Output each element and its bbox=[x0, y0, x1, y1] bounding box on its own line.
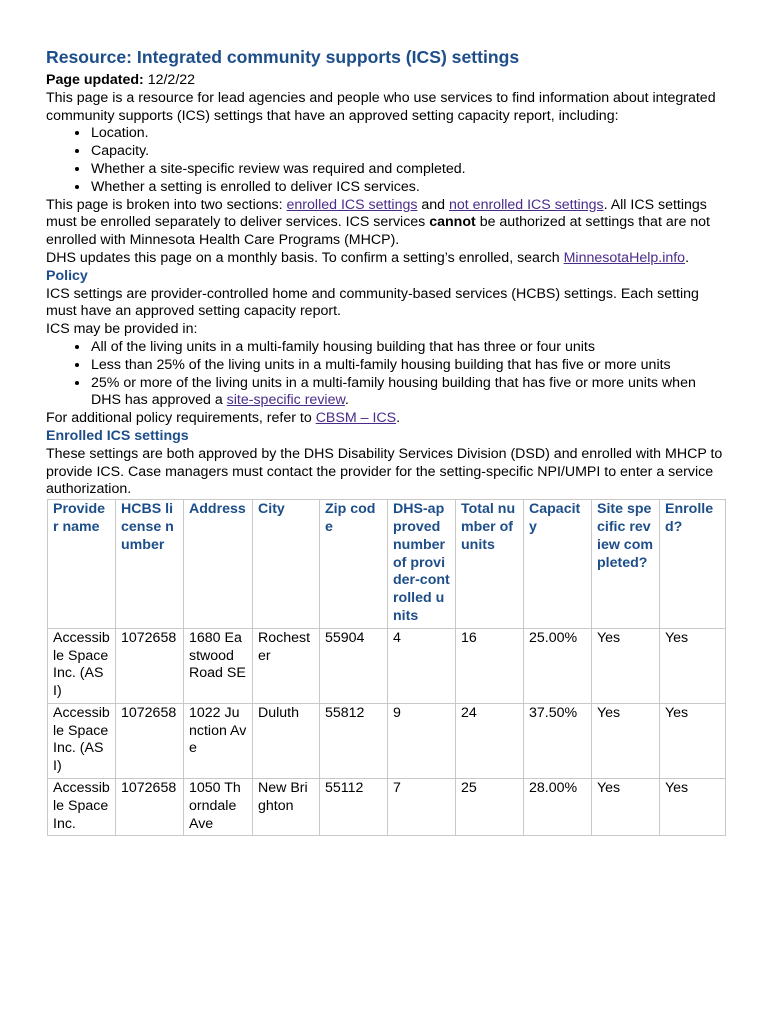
column-header: Address bbox=[184, 500, 253, 629]
column-header: Total number of units bbox=[456, 500, 524, 629]
list-item: • Location. bbox=[90, 125, 726, 143]
table-cell: 25 bbox=[456, 779, 524, 836]
table-row bbox=[48, 779, 726, 836]
table-cell: 1072658 bbox=[116, 703, 184, 778]
column-header: City bbox=[253, 500, 320, 629]
not-enrolled-settings-link[interactable]: not enrolled ICS settings bbox=[449, 196, 604, 213]
intro-paragraph: This page is a resource for lead agencies and people who use services to find information about integrated community supports (ICS) settings that have an approved setting capacity report, including: bbox=[46, 89, 716, 124]
table-cell: 55812 bbox=[320, 703, 388, 778]
table-cell: Yes bbox=[592, 628, 660, 703]
emphasis: cannot bbox=[429, 214, 476, 231]
column-header: Capacity bbox=[524, 500, 592, 629]
table-cell: Accessible Space Inc. bbox=[48, 779, 116, 836]
table-cell: 24 bbox=[456, 703, 524, 778]
enrolled-settings-link[interactable]: enrolled ICS settings bbox=[286, 196, 418, 213]
table-cell: Rochester bbox=[253, 628, 320, 703]
table-cell: 16 bbox=[456, 628, 524, 703]
table-cell: 55904 bbox=[320, 628, 388, 703]
column-header: Enrolled? bbox=[660, 500, 726, 629]
table-row bbox=[48, 703, 726, 778]
policy-list bbox=[46, 339, 726, 410]
updates-paragraph bbox=[46, 250, 726, 268]
column-header: Provider name bbox=[48, 500, 116, 629]
text: DHS updates this page on a monthly basis. To confirm a setting’s enrolled, search bbox=[46, 249, 564, 266]
text: and bbox=[417, 196, 450, 213]
enrolled-heading: Enrolled ICS settings bbox=[46, 427, 189, 444]
table-cell: Accessible Space Inc. (ASI) bbox=[48, 703, 116, 778]
cbsm-ics-link[interactable]: CBSM – ICS bbox=[315, 410, 397, 427]
table-cell: 1072658 bbox=[116, 779, 184, 836]
table-header-row bbox=[48, 500, 726, 629]
table-cell: 7 bbox=[388, 779, 456, 836]
table-cell: Yes bbox=[660, 779, 726, 836]
table-cell: 4 bbox=[388, 628, 456, 703]
policy-provided-in: ICS may be provided in: bbox=[46, 321, 198, 338]
text: For additional policy requirements, refer to bbox=[46, 410, 316, 427]
intro-list bbox=[46, 125, 726, 196]
table-cell: 9 bbox=[388, 703, 456, 778]
table-row bbox=[48, 628, 726, 703]
text: . All ICS settings must be enrolled separately to deliver services. ICS services bbox=[46, 196, 707, 231]
page-content bbox=[46, 46, 726, 836]
text: . bbox=[344, 392, 349, 409]
table-cell: 1680 Eastwood Road SE bbox=[184, 628, 253, 703]
text: . bbox=[396, 410, 401, 427]
table-cell: Yes bbox=[592, 779, 660, 836]
table-cell: Yes bbox=[660, 703, 726, 778]
minnesotahelp-link[interactable]: MinnesotaHelp.info bbox=[563, 249, 686, 266]
list-item: • All of the living units in a multi-family housing building that has three or four units bbox=[90, 339, 726, 357]
table-cell: 1050 Thorndale Ave bbox=[184, 779, 253, 836]
policy-paragraph: ICS settings are provider-controlled home and community-based services (HCBS) settings. Each setting must have an approved setting capacity report. bbox=[46, 285, 699, 320]
enrolled-description: These settings are both approved by the DHS Disability Services Division (DSD) and enrolled with MHCP to provide ICS. Case managers must contact the provider for the setting-specific NPI/UMPI to enter a service authorization. bbox=[46, 445, 723, 498]
policy-reference bbox=[46, 410, 726, 428]
policy-heading: Policy bbox=[46, 267, 88, 284]
list-item: • Whether a site-specific review was required and completed. bbox=[90, 161, 726, 179]
table-cell: Duluth bbox=[253, 703, 320, 778]
list-item: • Capacity. bbox=[90, 143, 726, 161]
text: be authorized at settings that are not enrolled with Minnesota Health Care Programs (MHCP). bbox=[46, 214, 710, 249]
text: 25% or more of the living units in a multi-family housing building that has five or more units when DHS has approved a bbox=[91, 374, 696, 409]
table-cell: 28.00% bbox=[524, 779, 592, 836]
table-cell: 1022 Junction Ave bbox=[184, 703, 253, 778]
table-cell: Yes bbox=[592, 703, 660, 778]
column-header: Site specific review completed? bbox=[592, 500, 660, 629]
text: This page is broken into two sections: bbox=[46, 196, 287, 213]
table-cell: Yes bbox=[660, 628, 726, 703]
table-cell: 55112 bbox=[320, 779, 388, 836]
list-item bbox=[90, 375, 726, 411]
table-cell: 1072658 bbox=[116, 628, 184, 703]
table-cell: 37.50% bbox=[524, 703, 592, 778]
updated-date: 12/2/22 bbox=[147, 72, 196, 88]
list-item: • Less than 25% of the living units in a multi-family housing building that has five or more units bbox=[90, 357, 726, 375]
column-header: Zip code bbox=[320, 500, 388, 629]
sections-paragraph bbox=[46, 197, 726, 250]
column-header: HCBS license number bbox=[116, 500, 184, 629]
table-cell: Accessible Space Inc. (ASI) bbox=[48, 628, 116, 703]
table-cell: New Brighton bbox=[253, 779, 320, 836]
column-header: DHS-approved number of provider-controlled units bbox=[388, 500, 456, 629]
updated-label: Page updated: bbox=[46, 72, 144, 88]
table-cell: 25.00% bbox=[524, 628, 592, 703]
site-specific-review-link[interactable]: site-specific review bbox=[226, 392, 345, 409]
list-item: • Whether a setting is enrolled to deliver ICS services. bbox=[90, 179, 726, 197]
text: . bbox=[685, 249, 690, 266]
page-title: Resource: Integrated community supports (ICS) settings bbox=[46, 47, 520, 67]
page-updated bbox=[46, 72, 726, 90]
enrolled-settings-table bbox=[47, 499, 726, 836]
